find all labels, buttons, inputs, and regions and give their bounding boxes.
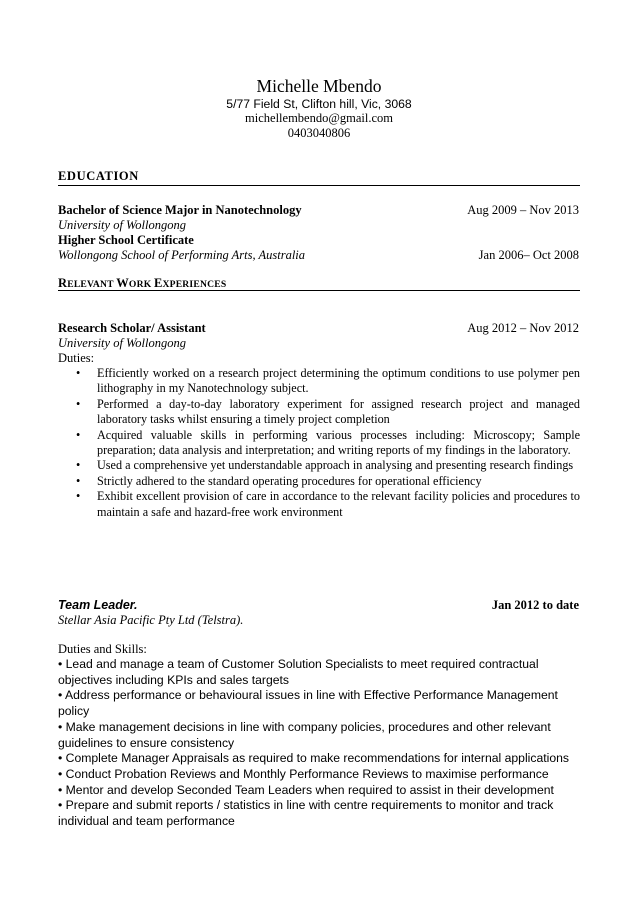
list-item: • Complete Manager Appraisals as required to make recommendations for internal applications bbox=[58, 751, 569, 766]
list-item: • Acquired valuable skills in performing various processes including: Microscopy; Sample preparation; data analysis and interpretation; and writing reports of my findings in the laboratory. bbox=[76, 427, 580, 458]
list-item: • Address performance or behavioural issues in line with Effective Performance Management policy bbox=[58, 688, 558, 719]
job-date: Aug 2012 – Nov 2012 bbox=[467, 321, 579, 335]
certificate-date: Jan 2006– Oct 2008 bbox=[478, 248, 579, 262]
list-item: • Prepare and submit reports / statistics in line with centre requirements to monitor and track individual and team performance bbox=[58, 798, 554, 829]
address-line: 5/77 Field St, Clifton hill, Vic, 3068 bbox=[226, 97, 412, 111]
bullet-icon: • bbox=[76, 489, 81, 504]
job-company: Stellar Asia Pacific Pty Ltd (Telstra). bbox=[58, 613, 244, 627]
job-date: Jan 2012 to date bbox=[491, 598, 579, 612]
duties-label: Duties: bbox=[58, 351, 95, 365]
duties-list bbox=[58, 366, 580, 520]
list-item: • Conduct Probation Reviews and Monthly Performance Reviews to maximise performance bbox=[58, 766, 549, 781]
list-item: • Performed a day-to-day laboratory experiment for assigned research project and managed laboratory tasks whilst ensuring a timely project completion bbox=[76, 396, 580, 427]
bullet-icon: • bbox=[76, 473, 81, 488]
bullet-icon: • bbox=[76, 458, 81, 473]
bullet-icon: • bbox=[76, 396, 81, 411]
experience-divider bbox=[58, 290, 580, 291]
list-item: • Efficiently worked on a research project determining the optimum conditions to use polymer pen lithography in my Nanotechnology subject. bbox=[76, 366, 580, 396]
education-divider bbox=[58, 185, 580, 186]
list-item: • Used a comprehensive yet understandable approach in analysing and presenting research findings bbox=[76, 458, 574, 473]
applicant-name: Michelle Mbendo bbox=[256, 76, 382, 96]
list-item: • Mentor and develop Seconded Team Leaders when required to assist in their development bbox=[58, 782, 554, 797]
duties-label: Duties and Skills: bbox=[58, 642, 147, 656]
experience-heading: RELEVANT WORK EXPERIENCES bbox=[58, 276, 227, 290]
list-item: • Exhibit excellent provision of care in accordance to the relevant facility policies and procedures to maintain a safe and hazard-free work environment bbox=[76, 489, 580, 519]
skills-list bbox=[58, 657, 588, 830]
job-title: Research Scholar/ Assistant bbox=[58, 321, 206, 335]
list-item: • Make management decisions in line with company policies, procedures and other relevant guidelines to ensure consistency bbox=[58, 719, 551, 750]
bullet-icon: • bbox=[76, 366, 81, 380]
phone-number: 0403040806 bbox=[287, 126, 351, 140]
education-heading: EDUCATION bbox=[58, 169, 139, 183]
degree-date: Aug 2009 – Nov 2013 bbox=[467, 203, 579, 217]
certificate-institution: Wollongong School of Performing Arts, Australia bbox=[58, 248, 306, 262]
degree-institution: University of Wollongong bbox=[58, 218, 187, 232]
job-title: Team Leader. bbox=[58, 598, 138, 612]
degree-title: Bachelor of Science Major in Nanotechnology bbox=[58, 203, 302, 217]
bullet-icon: • bbox=[76, 427, 81, 442]
certificate-title: Higher School Certificate bbox=[58, 233, 194, 247]
email-address: michellembendo@gmail.com bbox=[245, 111, 393, 125]
job-company: University of Wollongong bbox=[58, 336, 187, 350]
list-item: • Strictly adhered to the standard operating procedures for operational efficiency bbox=[76, 473, 482, 488]
list-item: • Lead and manage a team of Customer Solution Specialists to meet required contractual objectives including KPIs and sales targets bbox=[58, 657, 539, 687]
